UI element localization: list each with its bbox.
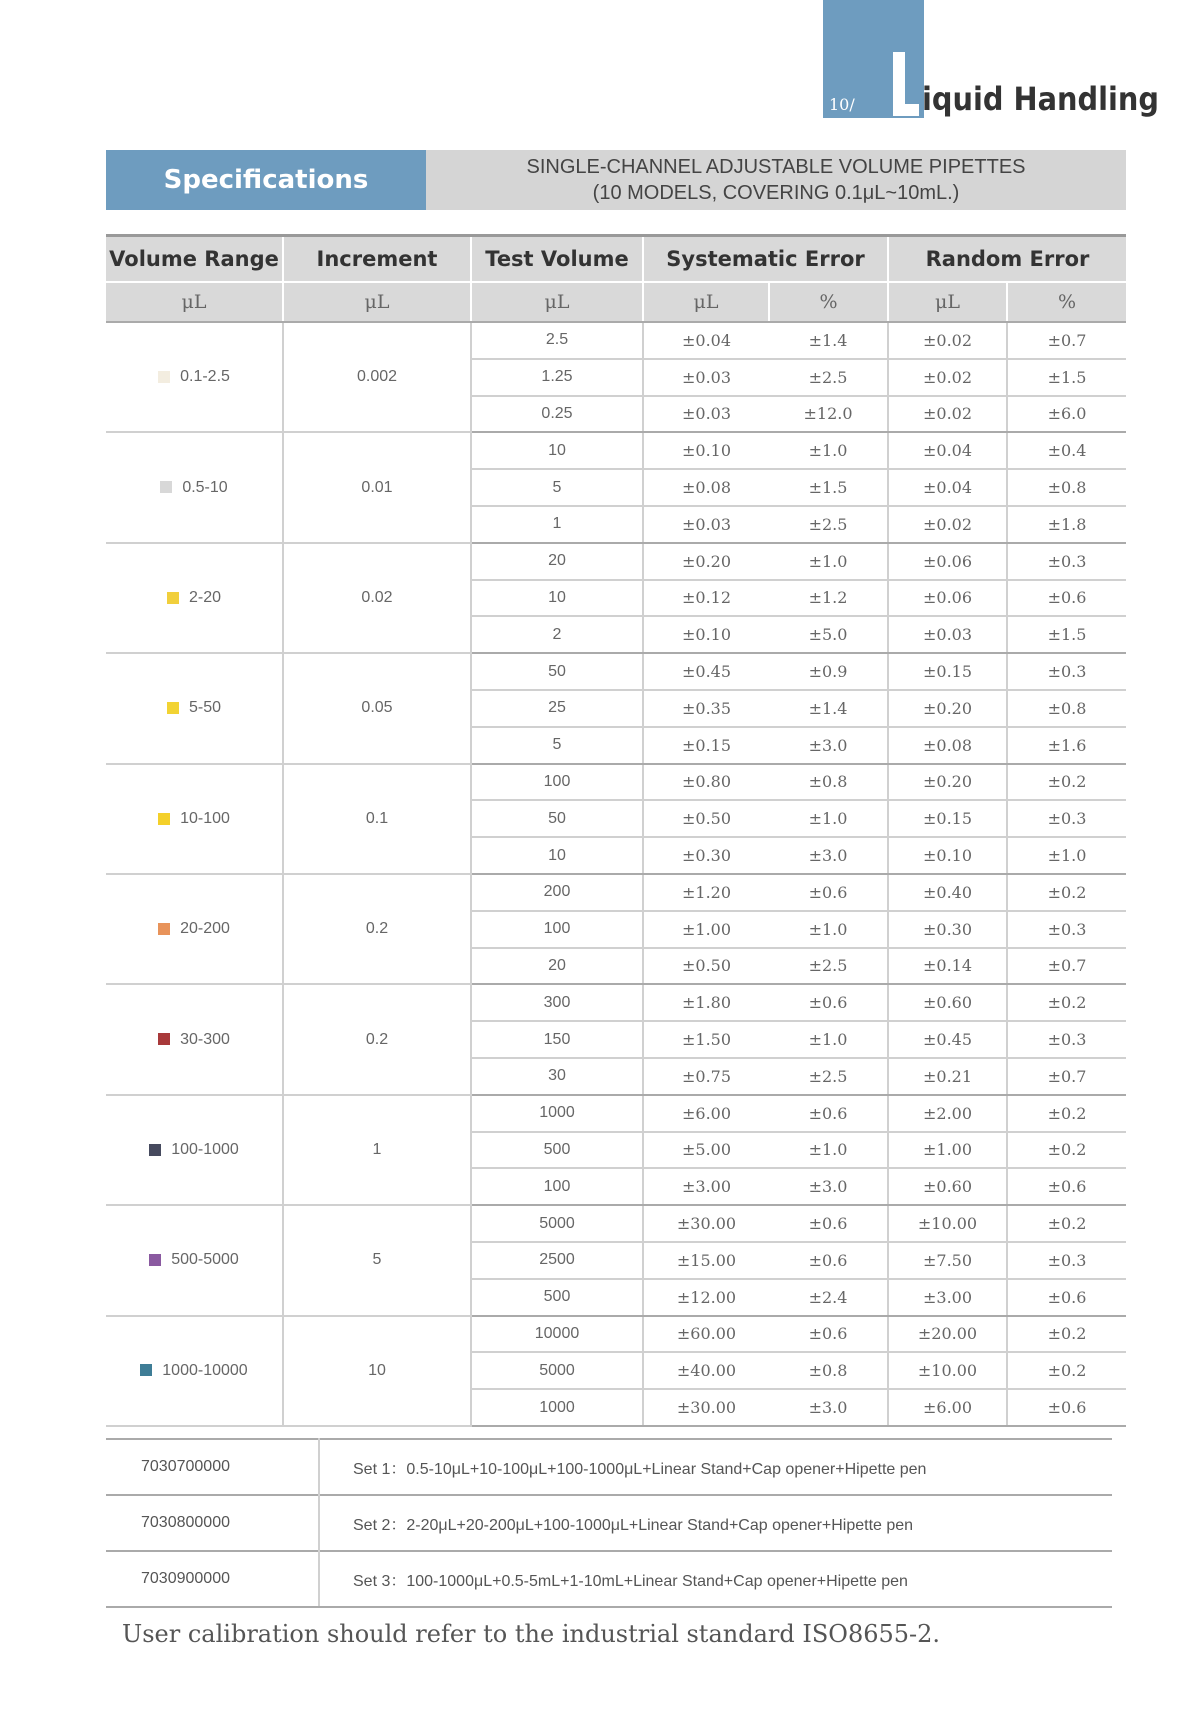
systematic-error-ul-cell: ±40.00 [643, 1352, 769, 1389]
table-row [106, 1316, 1126, 1353]
random-error-pct-cell: ±1.8 [1007, 506, 1126, 543]
unit-cell: μL [643, 282, 769, 322]
random-error-pct-cell: ±1.5 [1007, 359, 1126, 396]
spec-banner-label: Specifications [106, 150, 426, 210]
random-error-pct-cell: ±0.7 [1007, 1058, 1126, 1095]
systematic-error-ul-cell: ±0.10 [643, 616, 769, 653]
test-volume-cell: 500 [471, 1279, 643, 1316]
random-error-ul-cell: ±0.02 [888, 359, 1007, 396]
systematic-error-ul-cell: ±0.08 [643, 469, 769, 506]
header-increment: Increment [283, 236, 471, 283]
systematic-error-pct-cell: ±1.0 [769, 543, 888, 580]
systematic-error-ul-cell: ±60.00 [643, 1316, 769, 1353]
volume-range-cell [106, 764, 283, 874]
page-number: 10/ [829, 95, 855, 114]
random-error-ul-cell: ±0.15 [888, 800, 1007, 837]
random-error-ul-cell: ±7.50 [888, 1242, 1007, 1279]
unit-cell: % [1007, 282, 1126, 322]
spec-table-body [106, 322, 1126, 1426]
table-row [106, 432, 1126, 469]
random-error-pct-cell: ±0.7 [1007, 322, 1126, 359]
random-error-ul-cell: ±6.00 [888, 1389, 1007, 1426]
table-row [106, 322, 1126, 359]
test-volume-cell: 5 [471, 727, 643, 764]
test-volume-cell: 30 [471, 1058, 643, 1095]
spec-banner-line2: (10 MODELS, COVERING 0.1μL~10mL.) [592, 182, 960, 204]
systematic-error-ul-cell: ±0.50 [643, 800, 769, 837]
random-error-pct-cell: ±0.3 [1007, 1242, 1126, 1279]
random-error-ul-cell: ±10.00 [888, 1352, 1007, 1389]
systematic-error-pct-cell: ±3.0 [769, 837, 888, 874]
volume-range-label: 0.5-10 [182, 478, 228, 496]
spec-banner-description [426, 154, 1126, 210]
systematic-error-ul-cell: ±1.20 [643, 874, 769, 911]
set-code: 7030800000 [106, 1495, 319, 1551]
range-color-swatch [140, 1364, 152, 1376]
systematic-error-pct-cell: ±1.0 [769, 1132, 888, 1169]
unit-cell: μL [283, 282, 471, 322]
volume-range-cell [106, 432, 283, 542]
test-volume-cell: 10000 [471, 1316, 643, 1353]
systematic-error-ul-cell: ±0.03 [643, 359, 769, 396]
random-error-pct-cell: ±0.2 [1007, 1352, 1126, 1389]
header-random-error: Random Error [888, 236, 1126, 283]
volume-range-cell [106, 1316, 283, 1426]
systematic-error-pct-cell: ±2.5 [769, 1058, 888, 1095]
random-error-ul-cell: ±0.04 [888, 469, 1007, 506]
random-error-pct-cell: ±6.0 [1007, 396, 1126, 433]
systematic-error-ul-cell: ±0.12 [643, 580, 769, 617]
systematic-error-pct-cell: ±1.2 [769, 580, 888, 617]
random-error-ul-cell: ±0.30 [888, 911, 1007, 948]
range-color-swatch [158, 371, 170, 383]
systematic-error-pct-cell: ±2.5 [769, 506, 888, 543]
random-error-pct-cell: ±0.2 [1007, 1316, 1126, 1353]
increment-cell: 0.02 [283, 543, 471, 653]
test-volume-cell: 1000 [471, 1389, 643, 1426]
systematic-error-pct-cell: ±1.0 [769, 1021, 888, 1058]
random-error-pct-cell: ±0.2 [1007, 764, 1126, 801]
set-code: 7030900000 [106, 1551, 319, 1607]
systematic-error-pct-cell: ±2.4 [769, 1279, 888, 1316]
volume-range-label: 2-20 [188, 588, 222, 606]
test-volume-cell: 10 [471, 432, 643, 469]
title-initial-letter [893, 52, 919, 116]
systematic-error-pct-cell: ±3.0 [769, 727, 888, 764]
table-row [106, 984, 1126, 1021]
random-error-ul-cell: ±0.04 [888, 432, 1007, 469]
test-volume-cell: 1 [471, 506, 643, 543]
volume-range-label: 1000-10000 [162, 1361, 248, 1379]
unit-cell: μL [888, 282, 1007, 322]
volume-range-label: 0.1-2.5 [180, 368, 230, 386]
random-error-ul-cell: ±10.00 [888, 1205, 1007, 1242]
systematic-error-pct-cell: ±0.8 [769, 764, 888, 801]
test-volume-cell: 100 [471, 764, 643, 801]
test-volume-cell: 0.25 [471, 396, 643, 433]
test-volume-cell: 500 [471, 1132, 643, 1169]
volume-range-label: 5-50 [188, 699, 222, 717]
increment-cell: 1 [283, 1095, 471, 1205]
table-row [106, 874, 1126, 911]
spec-banner-line1: SINGLE-CHANNEL ADJUSTABLE VOLUME PIPETTES [526, 156, 1026, 178]
systematic-error-pct-cell: ±0.6 [769, 984, 888, 1021]
systematic-error-ul-cell: ±0.75 [643, 1058, 769, 1095]
test-volume-cell: 2.5 [471, 322, 643, 359]
range-color-swatch [167, 592, 179, 604]
systematic-error-pct-cell: ±1.0 [769, 911, 888, 948]
increment-cell: 0.1 [283, 764, 471, 874]
volume-range-cell [106, 543, 283, 653]
random-error-pct-cell: ±0.6 [1007, 580, 1126, 617]
header-volume-range: Volume Range [106, 236, 283, 283]
random-error-pct-cell: ±0.6 [1007, 1168, 1126, 1205]
random-error-ul-cell: ±0.40 [888, 874, 1007, 911]
random-error-pct-cell: ±0.8 [1007, 690, 1126, 727]
volume-range-label: 100-1000 [171, 1140, 239, 1158]
test-volume-cell: 25 [471, 690, 643, 727]
random-error-pct-cell: ±1.6 [1007, 727, 1126, 764]
systematic-error-ul-cell: ±0.04 [643, 322, 769, 359]
systematic-error-ul-cell: ±30.00 [643, 1389, 769, 1426]
table-row [106, 764, 1126, 801]
table-row [106, 1205, 1126, 1242]
systematic-error-ul-cell: ±0.35 [643, 690, 769, 727]
systematic-error-pct-cell: ±2.5 [769, 359, 888, 396]
test-volume-cell: 5000 [471, 1352, 643, 1389]
random-error-ul-cell: ±0.08 [888, 727, 1007, 764]
random-error-pct-cell: ±0.3 [1007, 911, 1126, 948]
systematic-error-ul-cell: ±1.50 [643, 1021, 769, 1058]
systematic-error-ul-cell: ±1.00 [643, 911, 769, 948]
random-error-ul-cell: ±0.45 [888, 1021, 1007, 1058]
random-error-ul-cell: ±2.00 [888, 1095, 1007, 1132]
systematic-error-pct-cell: ±1.0 [769, 800, 888, 837]
header-test-volume: Test Volume [471, 236, 643, 283]
test-volume-cell: 2 [471, 616, 643, 653]
table-row [106, 1495, 1112, 1551]
test-volume-cell: 100 [471, 911, 643, 948]
random-error-ul-cell: ±0.14 [888, 948, 1007, 985]
random-error-pct-cell: ±0.2 [1007, 984, 1126, 1021]
range-color-swatch [149, 1144, 161, 1156]
test-volume-cell: 150 [471, 1021, 643, 1058]
volume-range-cell [106, 322, 283, 432]
random-error-ul-cell: ±0.60 [888, 1168, 1007, 1205]
range-color-swatch [160, 481, 172, 493]
systematic-error-ul-cell: ±30.00 [643, 1205, 769, 1242]
test-volume-cell: 200 [471, 874, 643, 911]
volume-range-cell [106, 653, 283, 763]
random-error-ul-cell: ±0.15 [888, 653, 1007, 690]
random-error-ul-cell: ±0.60 [888, 984, 1007, 1021]
systematic-error-pct-cell: ±0.6 [769, 1242, 888, 1279]
random-error-pct-cell: ±0.6 [1007, 1389, 1126, 1426]
test-volume-cell: 1000 [471, 1095, 643, 1132]
random-error-ul-cell: ±1.00 [888, 1132, 1007, 1169]
test-volume-cell: 50 [471, 800, 643, 837]
random-error-ul-cell: ±0.02 [888, 322, 1007, 359]
systematic-error-ul-cell: ±12.00 [643, 1279, 769, 1316]
table-row [106, 1095, 1126, 1132]
footnote: User calibration should refer to the industrial standard ISO8655-2. [122, 1620, 941, 1648]
systematic-error-pct-cell: ±0.6 [769, 1316, 888, 1353]
systematic-error-pct-cell: ±3.0 [769, 1168, 888, 1205]
increment-cell: 0.2 [283, 874, 471, 984]
test-volume-cell: 50 [471, 653, 643, 690]
volume-range-label: 30-300 [180, 1030, 230, 1048]
random-error-ul-cell: ±0.10 [888, 837, 1007, 874]
random-error-ul-cell: ±0.06 [888, 543, 1007, 580]
test-volume-cell: 2500 [471, 1242, 643, 1279]
test-volume-cell: 5 [471, 469, 643, 506]
table-row [106, 1439, 1112, 1495]
volume-range-label: 20-200 [180, 920, 230, 938]
systematic-error-ul-cell: ±1.80 [643, 984, 769, 1021]
systematic-error-ul-cell: ±0.20 [643, 543, 769, 580]
unit-cell: μL [106, 282, 283, 322]
volume-range-cell [106, 874, 283, 984]
random-error-pct-cell: ±0.2 [1007, 1095, 1126, 1132]
set-description: Set 2：2-20μL+20-200μL+100-1000μL+Linear Stand+Cap opener+Hipette pen [319, 1495, 1112, 1551]
volume-range-cell [106, 1205, 283, 1315]
random-error-pct-cell: ±0.2 [1007, 1132, 1126, 1169]
systematic-error-pct-cell: ±0.8 [769, 1352, 888, 1389]
systematic-error-pct-cell: ±12.0 [769, 396, 888, 433]
unit-cell: μL [471, 282, 643, 322]
set-code: 7030700000 [106, 1439, 319, 1495]
systematic-error-pct-cell: ±1.0 [769, 432, 888, 469]
systematic-error-ul-cell: ±0.03 [643, 506, 769, 543]
increment-cell: 0.05 [283, 653, 471, 763]
systematic-error-ul-cell: ±0.45 [643, 653, 769, 690]
random-error-ul-cell: ±0.03 [888, 616, 1007, 653]
test-volume-cell: 300 [471, 984, 643, 1021]
test-volume-cell: 10 [471, 837, 643, 874]
systematic-error-ul-cell: ±15.00 [643, 1242, 769, 1279]
systematic-error-ul-cell: ±5.00 [643, 1132, 769, 1169]
volume-range-cell [106, 984, 283, 1094]
random-error-ul-cell: ±0.21 [888, 1058, 1007, 1095]
page-title: iquid Handling [922, 80, 1160, 118]
random-error-ul-cell: ±0.06 [888, 580, 1007, 617]
test-volume-cell: 20 [471, 543, 643, 580]
random-error-pct-cell: ±1.0 [1007, 837, 1126, 874]
systematic-error-ul-cell: ±3.00 [643, 1168, 769, 1205]
increment-cell: 5 [283, 1205, 471, 1315]
random-error-pct-cell: ±0.3 [1007, 1021, 1126, 1058]
random-error-pct-cell: ±0.3 [1007, 653, 1126, 690]
systematic-error-ul-cell: ±6.00 [643, 1095, 769, 1132]
systematic-error-pct-cell: ±1.5 [769, 469, 888, 506]
random-error-ul-cell: ±0.02 [888, 506, 1007, 543]
random-error-ul-cell: ±3.00 [888, 1279, 1007, 1316]
test-volume-cell: 1.25 [471, 359, 643, 396]
set-description: Set 3：100-1000μL+0.5-5mL+1-10mL+Linear Stand+Cap opener+Hipette pen [319, 1551, 1112, 1607]
sets-table [106, 1438, 1112, 1608]
systematic-error-pct-cell: ±2.5 [769, 948, 888, 985]
random-error-pct-cell: ±0.6 [1007, 1279, 1126, 1316]
systematic-error-ul-cell: ±0.10 [643, 432, 769, 469]
range-color-swatch [158, 1033, 170, 1045]
unit-cell: % [769, 282, 888, 322]
random-error-ul-cell: ±0.20 [888, 764, 1007, 801]
random-error-ul-cell: ±20.00 [888, 1316, 1007, 1353]
systematic-error-ul-cell: ±0.15 [643, 727, 769, 764]
random-error-pct-cell: ±0.3 [1007, 800, 1126, 837]
systematic-error-ul-cell: ±0.50 [643, 948, 769, 985]
random-error-ul-cell: ±0.02 [888, 396, 1007, 433]
volume-range-cell [106, 1095, 283, 1205]
systematic-error-pct-cell: ±0.6 [769, 874, 888, 911]
increment-cell: 10 [283, 1316, 471, 1426]
increment-cell: 0.2 [283, 984, 471, 1094]
random-error-pct-cell: ±1.5 [1007, 616, 1126, 653]
systematic-error-ul-cell: ±0.03 [643, 396, 769, 433]
test-volume-cell: 10 [471, 580, 643, 617]
test-volume-cell: 20 [471, 948, 643, 985]
test-volume-cell: 100 [471, 1168, 643, 1205]
systematic-error-pct-cell: ±3.0 [769, 1389, 888, 1426]
spec-table [106, 234, 1126, 1427]
random-error-pct-cell: ±0.8 [1007, 469, 1126, 506]
systematic-error-ul-cell: ±0.80 [643, 764, 769, 801]
systematic-error-pct-cell: ±5.0 [769, 616, 888, 653]
table-row [106, 1551, 1112, 1607]
systematic-error-pct-cell: ±1.4 [769, 690, 888, 727]
random-error-ul-cell: ±0.20 [888, 690, 1007, 727]
random-error-pct-cell: ±0.2 [1007, 874, 1126, 911]
random-error-pct-cell: ±0.3 [1007, 543, 1126, 580]
increment-cell: 0.002 [283, 322, 471, 432]
range-color-swatch [167, 702, 179, 714]
range-color-swatch [158, 923, 170, 935]
test-volume-cell: 5000 [471, 1205, 643, 1242]
table-row [106, 653, 1126, 690]
volume-range-label: 500-5000 [171, 1251, 239, 1269]
range-color-swatch [149, 1254, 161, 1266]
random-error-pct-cell: ±0.2 [1007, 1205, 1126, 1242]
random-error-pct-cell: ±0.7 [1007, 948, 1126, 985]
volume-range-label: 10-100 [180, 809, 230, 827]
header-systematic-error: Systematic Error [643, 236, 888, 283]
range-color-swatch [158, 813, 170, 825]
systematic-error-pct-cell: ±0.6 [769, 1095, 888, 1132]
systematic-error-pct-cell: ±1.4 [769, 322, 888, 359]
systematic-error-pct-cell: ±0.9 [769, 653, 888, 690]
table-row [106, 543, 1126, 580]
systematic-error-ul-cell: ±0.30 [643, 837, 769, 874]
systematic-error-pct-cell: ±0.6 [769, 1205, 888, 1242]
increment-cell: 0.01 [283, 432, 471, 542]
set-description: Set 1：0.5-10μL+10-100μL+100-1000μL+Linear Stand+Cap opener+Hipette pen [319, 1439, 1112, 1495]
random-error-pct-cell: ±0.4 [1007, 432, 1126, 469]
